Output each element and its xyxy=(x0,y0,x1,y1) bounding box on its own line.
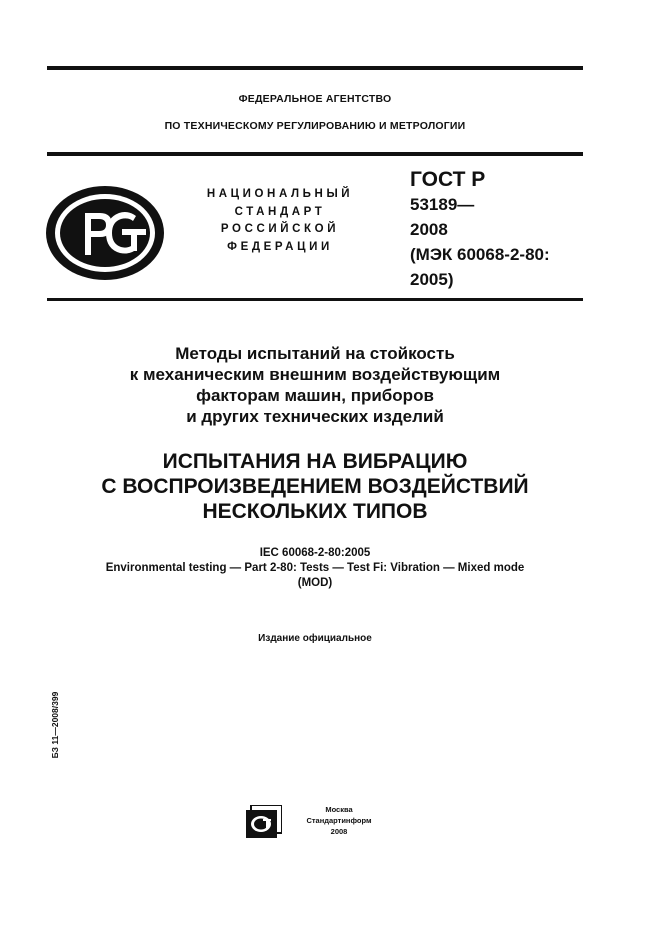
top-rule xyxy=(47,66,583,70)
publisher-city: Москва xyxy=(325,805,353,814)
subtitle-line-4: и других технических изделий xyxy=(186,407,444,426)
national-standard-label xyxy=(180,186,380,256)
subtitle-line-3: факторам машин, приборов xyxy=(196,386,434,405)
natstd-line-3: РОССИЙСКОЙ xyxy=(220,223,340,235)
iec-line-3: (MOD) xyxy=(297,577,333,589)
publisher-logo-icon xyxy=(246,805,282,839)
natstd-line-2: СТАНДАРТ xyxy=(234,205,326,218)
subtitle-line-1: Методы испытаний на стойкость xyxy=(175,344,455,363)
gost-code-line-4: (МЭК 60068-2-80: xyxy=(410,245,550,264)
document-title xyxy=(47,449,583,524)
title-line-1: ИСПЫТАНИЯ НА ВИБРАЦИЮ xyxy=(162,450,468,473)
rst-logo-icon xyxy=(44,183,166,283)
subtitle-line-2: к механическим внешним воздействующим xyxy=(129,365,501,384)
publisher-info xyxy=(292,804,386,837)
standard-designation xyxy=(410,167,550,292)
agency-line-1: ФЕДЕРАЛЬНОЕ АГЕНТСТВО xyxy=(238,93,392,105)
natstd-line-4: ФЕДЕРАЦИИ xyxy=(227,240,333,253)
edition-label: Издание официальное xyxy=(258,633,372,644)
gost-code-line-1: ГОСТ Р xyxy=(410,168,486,191)
gost-code-line-5: 2005) xyxy=(410,270,454,289)
publisher-year: 2008 xyxy=(330,827,348,836)
natstd-line-1: НАЦИОНАЛЬНЫЙ xyxy=(206,188,354,200)
iec-line-2: Environmental testing — Part 2-80: Tests — Test Fi: Vibration — Mixed mode xyxy=(105,562,525,574)
header-rule xyxy=(47,152,583,156)
agency-line-2: ПО ТЕХНИЧЕСКОМУ РЕГУЛИРОВАНИЮ И МЕТРОЛОГИИ xyxy=(164,120,466,132)
gost-code-line-3: 2008 xyxy=(410,220,448,239)
iec-line-1: IEC 60068-2-80:2005 xyxy=(259,547,371,559)
iec-reference xyxy=(30,546,600,591)
gost-code-line-2: 53189— xyxy=(410,195,475,214)
title-line-2: С ВОСПРОИЗВЕДЕНИЕМ ВОЗДЕЙСТВИЙ xyxy=(101,475,529,498)
document-subtitle xyxy=(47,343,583,427)
side-code: БЗ 11—2008/399 xyxy=(50,691,60,759)
title-line-3: НЕСКОЛЬКИХ ТИПОВ xyxy=(202,500,428,523)
publisher-name: Стандартинформ xyxy=(306,816,372,825)
section-rule xyxy=(47,298,583,301)
